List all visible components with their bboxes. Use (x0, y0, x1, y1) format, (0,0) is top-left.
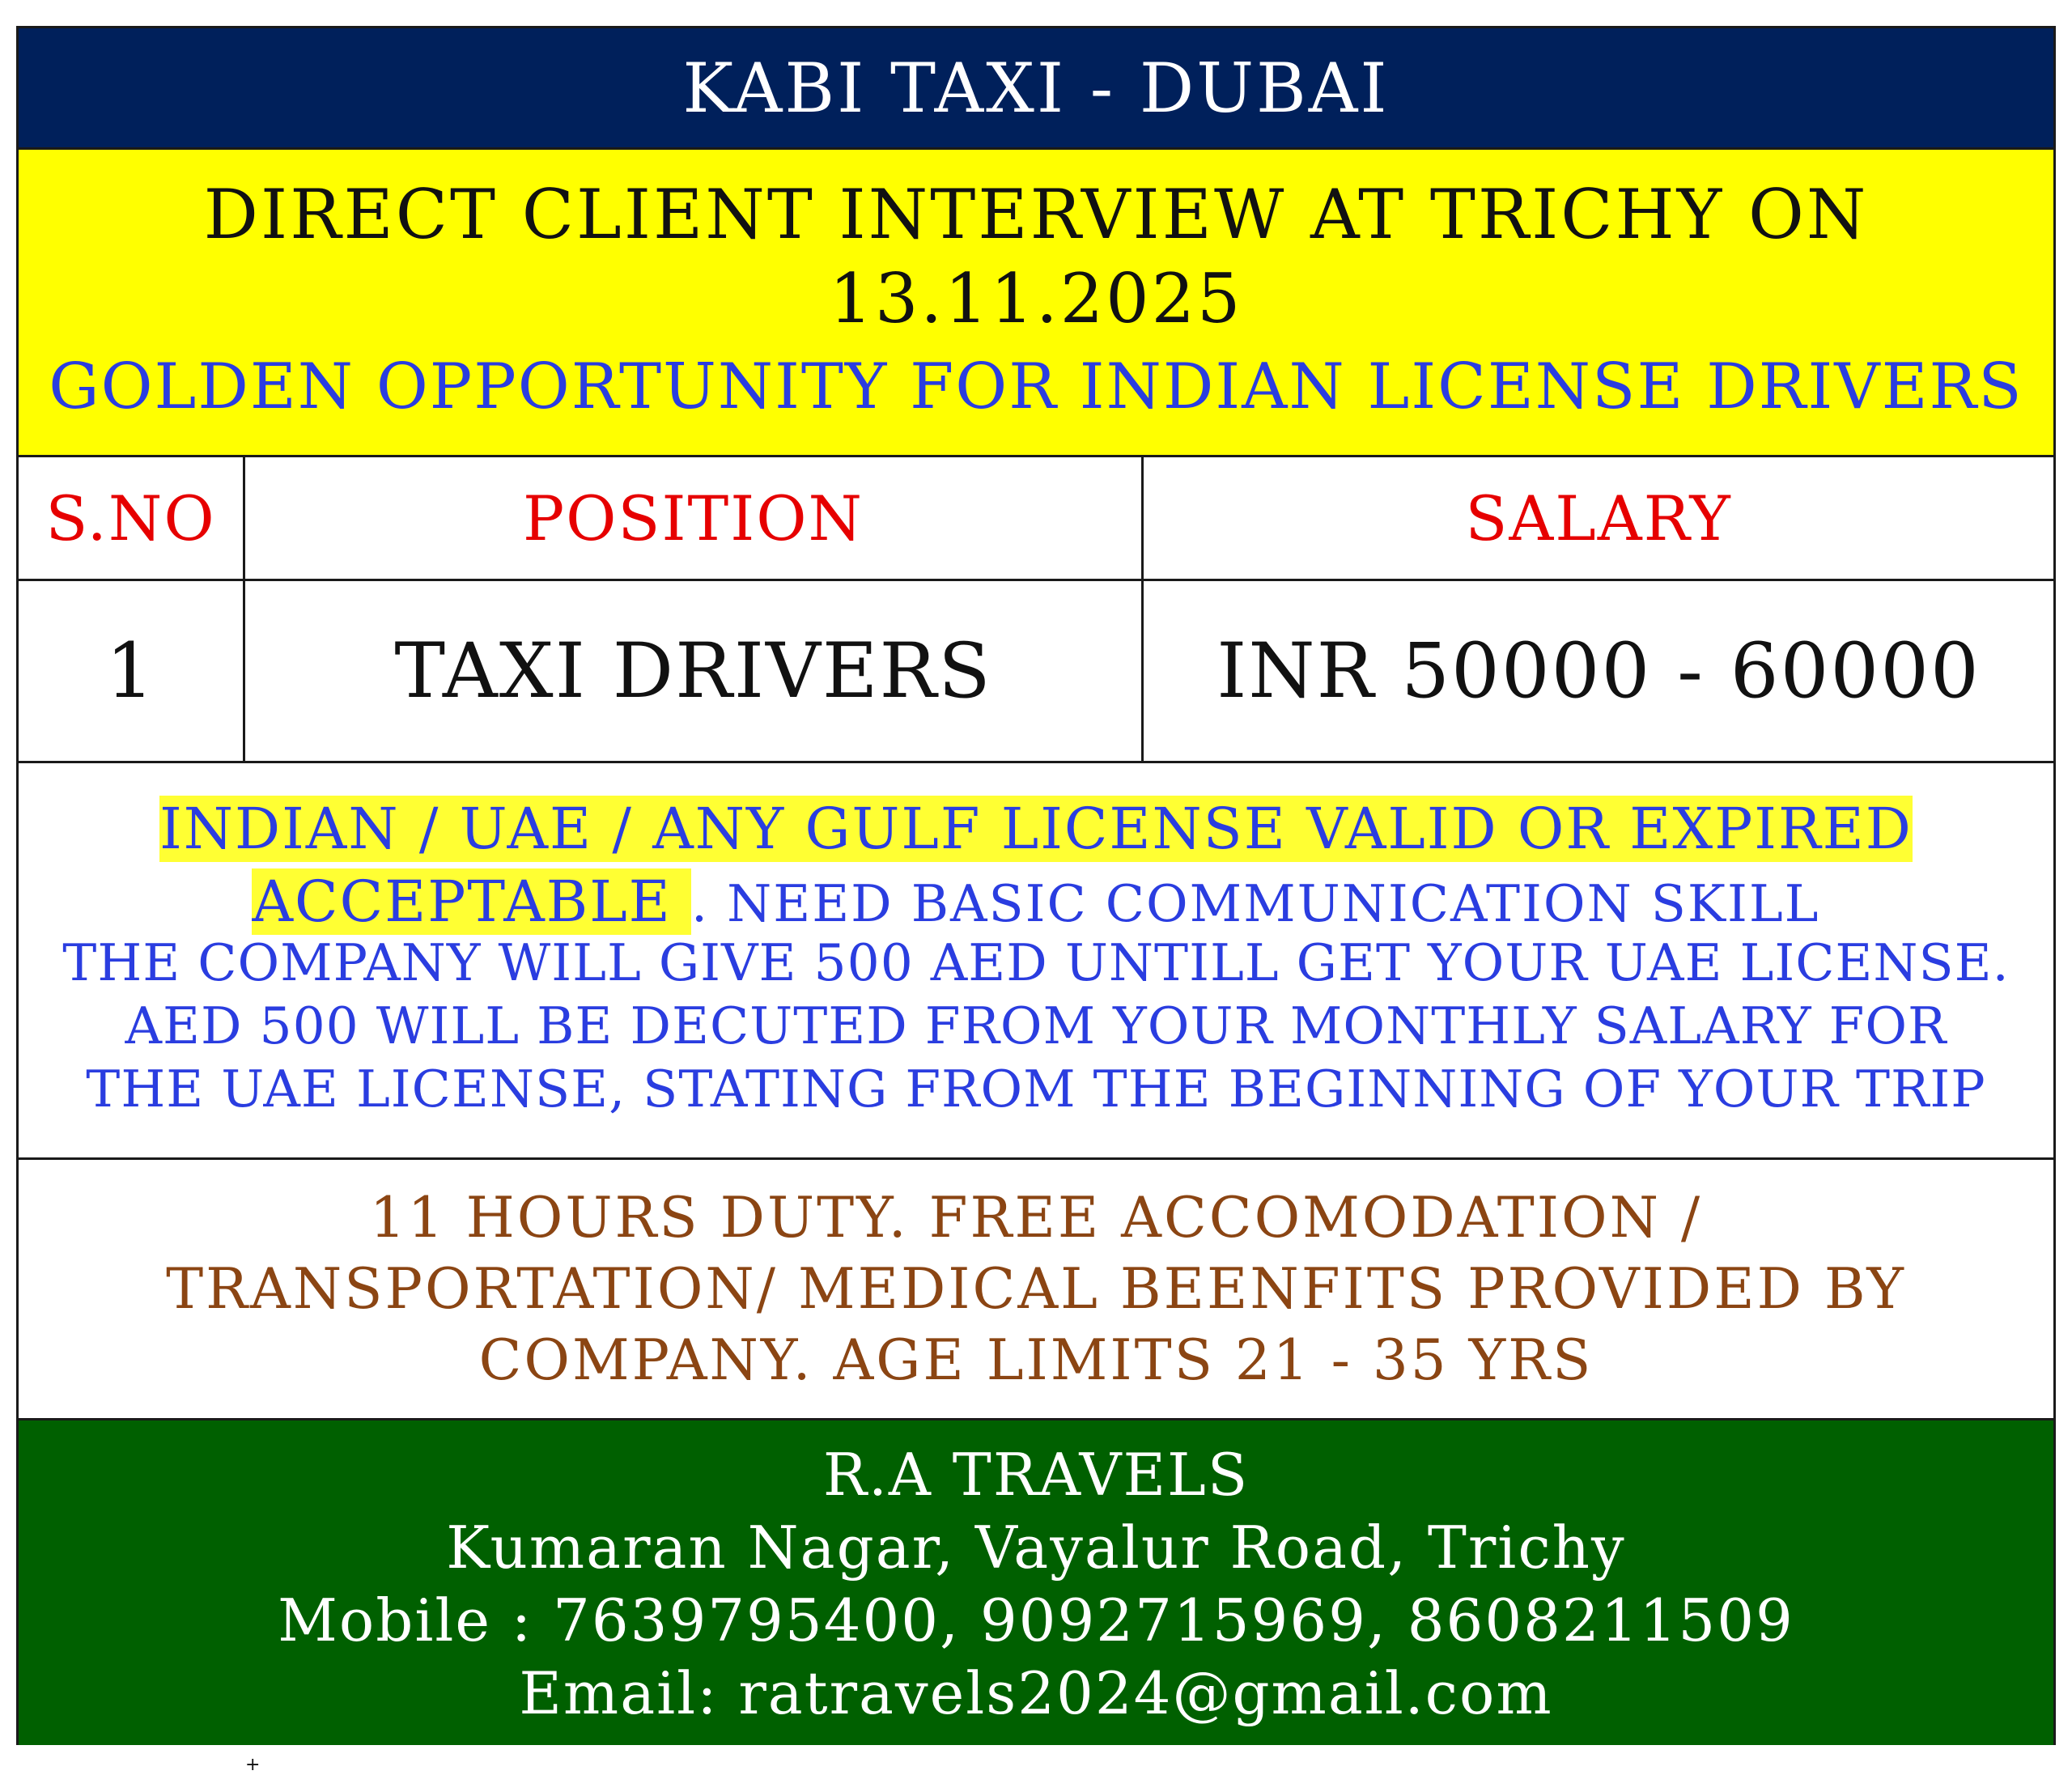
allowance-note: THE COMPANY WILL GIVE 500 AED UNTILL GET YOUR UAE LICENSE. (62, 933, 2010, 992)
benefits-line-3: COMPANY. AGE LIMITS 21 - 35 YRS (478, 1328, 1594, 1393)
company-name: R.A TRAVELS (822, 1441, 1250, 1509)
mobile-numbers: Mobile : 7639795400, 9092715969, 8608211509 (278, 1586, 1794, 1654)
table-header-row (19, 457, 2053, 581)
interview-line: DIRECT CLIENT INTERVIEW AT TRICHY ON (203, 175, 1869, 254)
cell-position: TAXI DRIVERS (245, 581, 1144, 761)
license-highlight-2: ACCEPTABLE (252, 868, 692, 935)
table-row (19, 581, 2053, 763)
header-sno: S.NO (19, 457, 245, 579)
footer-mark: + (245, 1755, 261, 1775)
poster-title: KABI TAXI - DUBAI (682, 48, 1390, 128)
opportunity-tagline: GOLDEN OPPORTUNITY FOR INDIAN LICENSE DRIVERS (49, 350, 2023, 423)
license-requirements (19, 763, 2053, 1160)
benefits-section (19, 1160, 2053, 1420)
interview-date: 13.11.2025 (829, 259, 1243, 338)
job-poster (16, 26, 2056, 1745)
deduction-note: AED 500 WILL BE DECUTED FROM YOUR MONTHLY SALARY FOR (125, 996, 1947, 1055)
interview-announcement (19, 172, 2053, 341)
license-highlight-1: INDIAN / UAE / ANY GULF LICENSE VALID OR EXPIRED (159, 796, 1913, 862)
header-salary: SALARY (1465, 482, 1732, 554)
cell-sno: 1 (19, 581, 245, 761)
contact-section (19, 1420, 2053, 1745)
company-address: Kumaran Nagar, Vayalur Road, Trichy (446, 1514, 1626, 1582)
deduction-note-cont: THE UAE LICENSE, STATING FROM THE BEGINNING OF YOUR TRIP (86, 1059, 1986, 1119)
header-position: POSITION (245, 457, 1144, 579)
benefits-line-1: 11 HOURS DUTY. FREE ACCOMODATION / (369, 1186, 1703, 1251)
cell-salary: INR 50000 - 60000 (1216, 626, 1981, 716)
communication-requirement: . NEED BASIC COMMUNICATION SKILL (691, 874, 1820, 933)
benefits-line-2: TRANSPORTATION/ MEDICAL BEENFITS PROVIDED BY (166, 1257, 1906, 1322)
title-banner (19, 28, 2053, 150)
email-address: Email: ratravels2024@gmail.com (519, 1659, 1553, 1727)
interview-banner (19, 150, 2053, 457)
